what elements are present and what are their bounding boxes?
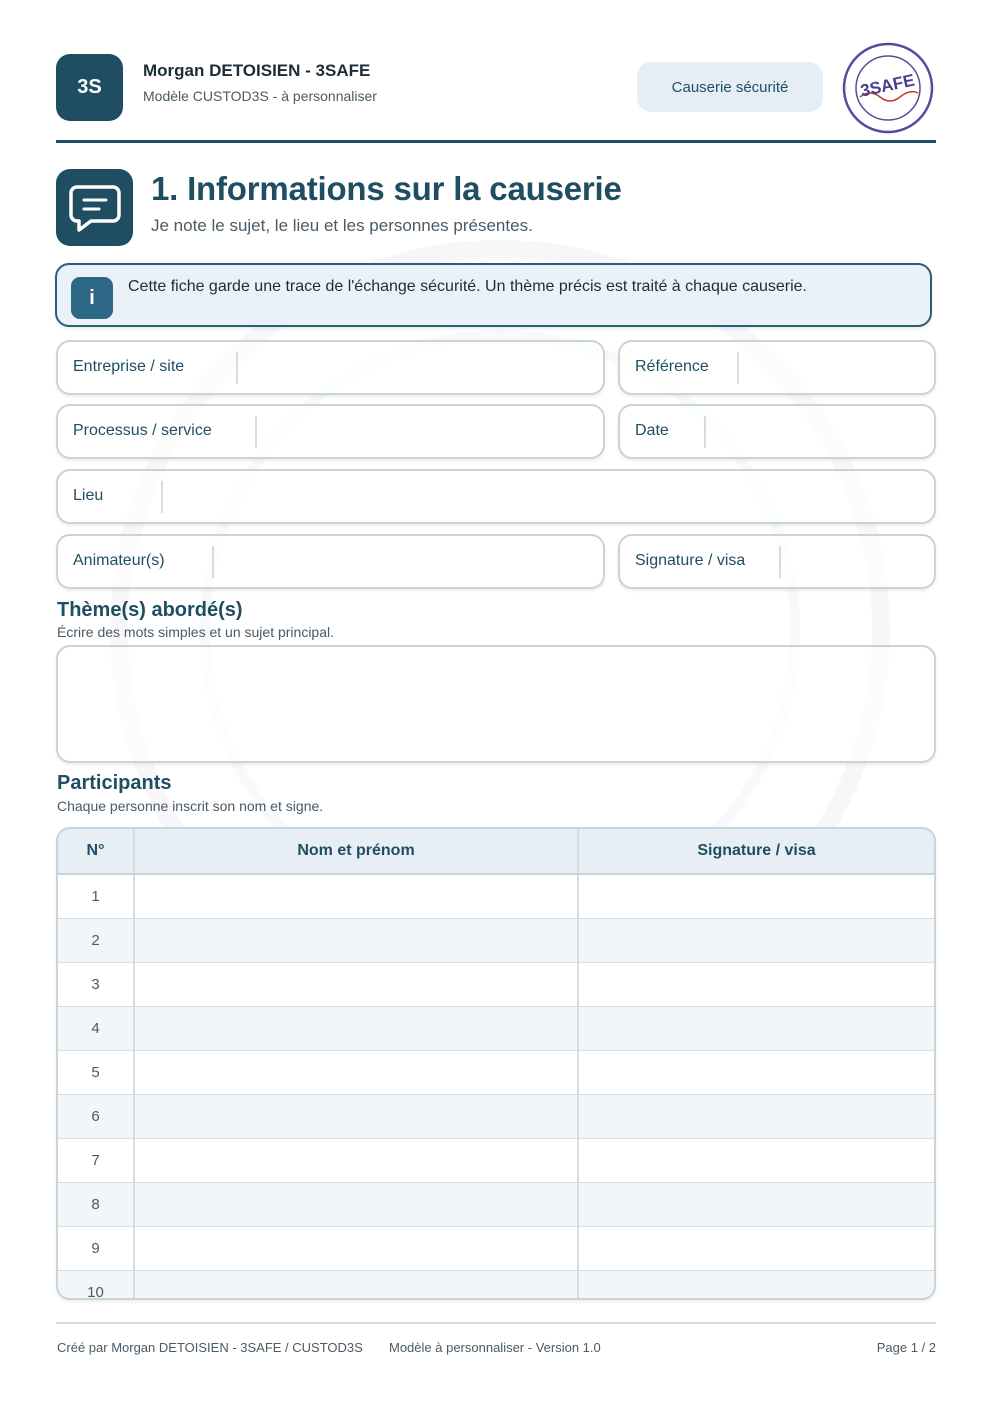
signature-cell[interactable] — [578, 1139, 934, 1183]
name-cell[interactable] — [134, 919, 578, 963]
name-cell[interactable] — [134, 1007, 578, 1051]
signature-cell[interactable] — [578, 1183, 934, 1227]
column-header-number: N° — [58, 829, 134, 874]
table-row — [58, 963, 934, 1007]
document-type-badge: Causerie sécurité — [637, 62, 823, 112]
row-number: 9 — [58, 1227, 134, 1271]
signature-cell[interactable] — [578, 1007, 934, 1051]
animateurs-label: Animateur(s) — [73, 552, 165, 569]
entreprise-label: Entreprise / site — [73, 358, 185, 375]
lieu-field[interactable] — [56, 469, 936, 524]
animateurs-field[interactable] — [56, 534, 605, 589]
row-number: 5 — [58, 1051, 134, 1095]
field-divider — [212, 546, 214, 578]
info-text: Cette fiche garde une trace de l'échange sécurité. Un thème précis est traité à chaque causerie. — [128, 278, 807, 295]
table-row — [58, 1051, 934, 1095]
field-divider — [779, 546, 781, 578]
field-divider — [737, 352, 739, 384]
signature-field[interactable] — [618, 534, 936, 589]
field-divider — [236, 352, 238, 384]
table-row — [58, 874, 934, 919]
row-number: 1 — [58, 874, 134, 919]
field-divider — [161, 481, 163, 513]
date-label: Date — [635, 422, 669, 439]
participants-hint: Chaque personne inscrit son nom et signe. — [57, 798, 324, 814]
name-cell[interactable] — [134, 963, 578, 1007]
date-field[interactable] — [618, 404, 936, 459]
row-number: 8 — [58, 1183, 134, 1227]
company-stamp — [840, 42, 936, 134]
participants-table — [56, 827, 936, 1300]
name-cell[interactable] — [134, 1095, 578, 1139]
signature-cell[interactable] — [578, 874, 934, 919]
themes-hint: Écrire des mots simples et un sujet principal. — [57, 624, 334, 640]
author-name: Morgan DETOISIEN - 3SAFE — [143, 61, 371, 80]
table-row — [58, 1007, 934, 1051]
row-number: 10 — [58, 1271, 134, 1301]
model-label: Modèle CUSTOD3S - à personnaliser — [143, 88, 377, 104]
table-row — [58, 1183, 934, 1227]
signature-cell[interactable] — [578, 1227, 934, 1271]
chat-bubble-icon — [56, 169, 133, 246]
field-divider — [255, 416, 257, 448]
signature-cell[interactable] — [578, 1095, 934, 1139]
signature-label: Signature / visa — [635, 552, 746, 569]
reference-label: Référence — [635, 358, 709, 375]
row-number: 4 — [58, 1007, 134, 1051]
section-title: 1. Informations sur la causerie — [151, 170, 622, 207]
info-icon: i — [71, 277, 113, 319]
name-cell[interactable] — [134, 874, 578, 919]
signature-cell[interactable] — [578, 1051, 934, 1095]
name-cell[interactable] — [134, 1271, 578, 1301]
stamp-text: 3SAFE — [858, 70, 917, 101]
table-row — [58, 1271, 934, 1301]
table-row — [58, 1139, 934, 1183]
signature-cell[interactable] — [578, 1271, 934, 1301]
name-cell[interactable] — [134, 1183, 578, 1227]
processus-field[interactable] — [56, 404, 605, 459]
name-cell[interactable] — [134, 1139, 578, 1183]
table-header-row — [58, 829, 934, 874]
name-cell[interactable] — [134, 1227, 578, 1271]
signature-cell[interactable] — [578, 963, 934, 1007]
lieu-label: Lieu — [73, 487, 104, 504]
field-divider — [704, 416, 706, 448]
footer-version: Modèle à personnaliser - Version 1.0 — [389, 1340, 601, 1355]
table-row — [58, 1095, 934, 1139]
signature-cell[interactable] — [578, 919, 934, 963]
name-cell[interactable] — [134, 1051, 578, 1095]
reference-field[interactable] — [618, 340, 936, 395]
section-subtitle: Je note le sujet, le lieu et les personnes présentes. — [151, 216, 533, 235]
header-divider — [56, 140, 936, 143]
column-header-name: Nom et prénom — [134, 829, 578, 874]
row-number: 2 — [58, 919, 134, 963]
entreprise-field[interactable] — [56, 340, 605, 395]
processus-label: Processus / service — [73, 422, 212, 439]
participants-heading: Participants — [57, 772, 172, 794]
row-number: 7 — [58, 1139, 134, 1183]
row-number: 3 — [58, 963, 134, 1007]
footer-page-number: Page 1 / 2 — [876, 1340, 936, 1355]
table-row — [58, 919, 934, 963]
themes-textarea[interactable] — [56, 645, 936, 763]
column-header-signature: Signature / visa — [578, 829, 934, 874]
themes-heading: Thème(s) abordé(s) — [57, 599, 243, 621]
footer-created-by: Créé par Morgan DETOISIEN - 3SAFE / CUSTOD3S — [57, 1340, 363, 1355]
row-number: 6 — [58, 1095, 134, 1139]
table-row — [58, 1227, 934, 1271]
footer-divider — [56, 1322, 936, 1324]
brand-logo: 3S — [56, 54, 123, 121]
